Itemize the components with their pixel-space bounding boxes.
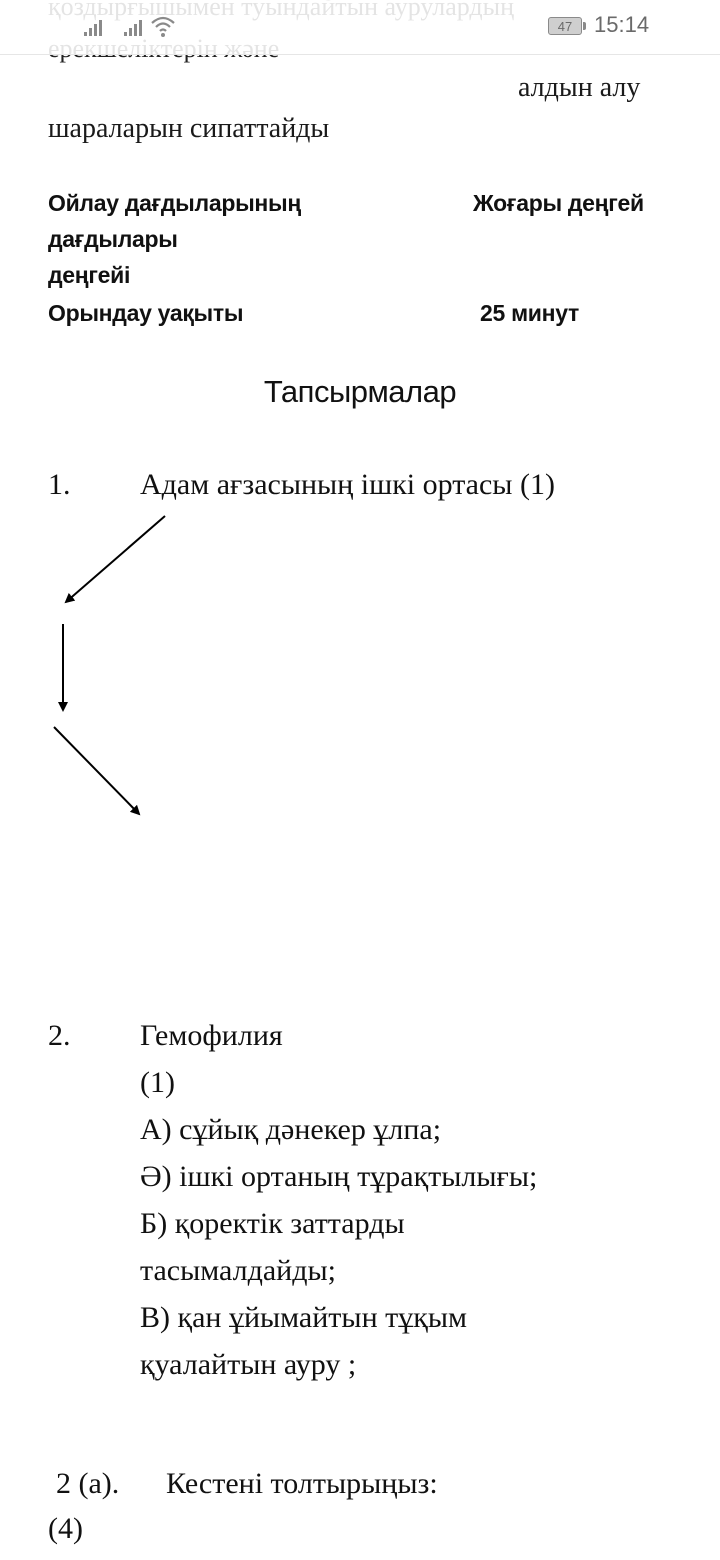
wifi-icon (150, 14, 176, 38)
measures-line: шараларын сипаттайды (48, 113, 330, 144)
task2-number: 2. (48, 1019, 71, 1052)
task1-number: 1. (48, 468, 71, 501)
diagram-arrows (0, 500, 720, 830)
task2-option-b-cont: тасымалдайды; (140, 1254, 336, 1287)
signal-icon-sim2 (124, 18, 142, 36)
clock: 15:14 (594, 12, 650, 37)
task2-points: (1) (140, 1066, 175, 1099)
task2-option-b: Б) қоректік заттарды (140, 1207, 405, 1240)
thinking-skills-value: Жоғары деңгей (473, 190, 644, 216)
thinking-skills-label-3: деңгейі (48, 262, 131, 288)
task2-option-v: В) қан ұйымайтын тұқым (140, 1301, 467, 1334)
status-bar (0, 0, 720, 55)
battery-tip (583, 22, 586, 30)
arrow-down-right (54, 727, 139, 814)
time-label: Орындау уақыты (48, 300, 244, 326)
thinking-skills-label-2: дағдылары (48, 226, 178, 252)
task2a-text: Кестені толтырыңыз: (166, 1467, 438, 1500)
signal-icon-sim1 (84, 18, 102, 36)
task2-title: Гемофилия (140, 1019, 283, 1052)
task2-option-a: А) сұйық дәнекер ұлпа; (140, 1113, 442, 1146)
battery-level: 47 (557, 18, 573, 34)
task2a-number: 2 (а). (56, 1467, 120, 1500)
arrow-down-left (66, 516, 165, 602)
thinking-skills-label: Ойлау дағдыларының (48, 190, 301, 216)
time-value: 25 минут (480, 300, 579, 326)
task2-option-v-cont: қуалайтын ауру ; (140, 1348, 357, 1381)
battery-icon (548, 17, 582, 35)
tasks-heading: Тапсырмалар (263, 374, 457, 409)
prevention-line: алдын алу (518, 72, 641, 103)
task2a-points: (4) (48, 1512, 83, 1545)
task1-text: Адам ағзасының ішкі ортасы (1) (140, 468, 555, 501)
task2-option-ae: Ә) ішкі ортаның тұрақтылығы; (140, 1160, 538, 1193)
